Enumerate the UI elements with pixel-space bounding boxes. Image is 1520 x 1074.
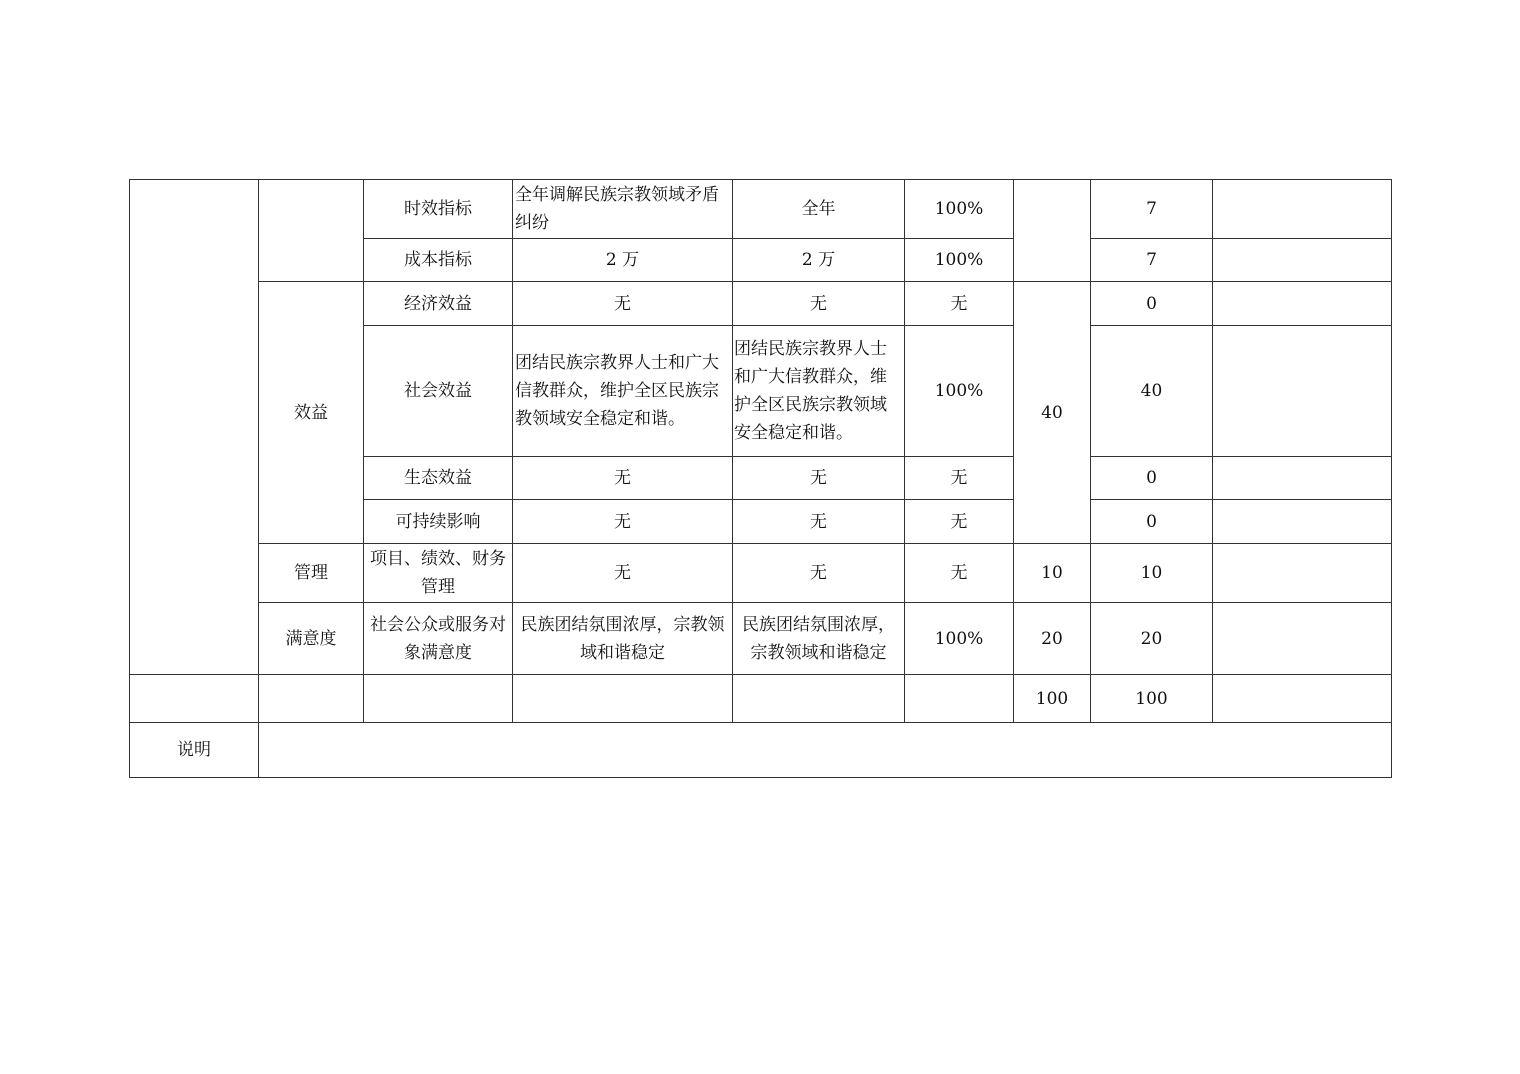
target-cell: 2 万	[513, 239, 733, 282]
score-cell: 0	[1091, 500, 1213, 544]
rate-cell: 100%	[905, 239, 1014, 282]
empty-cell	[130, 675, 259, 723]
note-cell	[1213, 544, 1392, 603]
rate-cell: 100%	[905, 326, 1014, 457]
indicator-cell: 时效指标	[364, 180, 513, 239]
rate-cell: 无	[905, 457, 1014, 500]
table-row-economic-benefit	[130, 282, 1392, 326]
actual-cell: 全年	[733, 180, 905, 239]
actual-cell: 团结民族宗教界人士和广大信教群众，维护全区民族宗教领域安全稳定和谐。	[733, 326, 905, 457]
indicator-cell: 社会公众或服务对象满意度	[364, 603, 513, 675]
note-cell	[1213, 326, 1392, 457]
empty-cell	[513, 675, 733, 723]
table-row-timeliness	[130, 180, 1392, 239]
target-cell: 团结民族宗教界人士和广大信教群众，维护全区民族宗教领域安全稳定和谐。	[513, 326, 733, 457]
actual-cell: 2 万	[733, 239, 905, 282]
note-cell	[1213, 675, 1392, 723]
indicator-cell: 项目、绩效、财务管理	[364, 544, 513, 603]
note-cell	[1213, 500, 1392, 544]
empty-cell	[905, 675, 1014, 723]
score-cell: 7	[1091, 180, 1213, 239]
benefit-weight-cell: 40	[1014, 282, 1091, 544]
actual-cell: 无	[733, 544, 905, 603]
indicator-cell: 成本指标	[364, 239, 513, 282]
rate-cell: 无	[905, 544, 1014, 603]
actual-cell: 民族团结氛围浓厚，宗教领域和谐稳定	[733, 603, 905, 675]
weight-cell: 20	[1014, 603, 1091, 675]
empty-cell	[364, 675, 513, 723]
management-category-cell: 管理	[259, 544, 364, 603]
indicator-cell: 社会效益	[364, 326, 513, 457]
performance-evaluation-table	[129, 179, 1392, 778]
note-cell	[1213, 603, 1392, 675]
score-cell: 10	[1091, 544, 1213, 603]
table-row-explanation	[130, 723, 1392, 778]
indicator-cell: 生态效益	[364, 457, 513, 500]
note-cell	[1213, 457, 1392, 500]
benefit-category-cell: 效益	[259, 282, 364, 544]
empty-cell	[733, 675, 905, 723]
explanation-label-cell: 说明	[130, 723, 259, 778]
target-cell: 无	[513, 457, 733, 500]
actual-cell: 无	[733, 457, 905, 500]
note-cell	[1213, 282, 1392, 326]
table-row-total	[130, 675, 1392, 723]
score-cell: 20	[1091, 603, 1213, 675]
table-row-management	[130, 544, 1392, 603]
score-cell: 7	[1091, 239, 1213, 282]
note-cell	[1213, 239, 1392, 282]
indicator-cell: 可持续影响	[364, 500, 513, 544]
weight-cell	[1014, 180, 1091, 282]
rate-cell: 100%	[905, 180, 1014, 239]
empty-cell	[259, 675, 364, 723]
actual-cell: 无	[733, 500, 905, 544]
target-cell: 民族团结氛围浓厚，宗教领域和谐稳定	[513, 603, 733, 675]
score-cell: 0	[1091, 457, 1213, 500]
score-cell: 0	[1091, 282, 1213, 326]
target-cell: 无	[513, 500, 733, 544]
target-cell: 无	[513, 282, 733, 326]
indicator-cell: 经济效益	[364, 282, 513, 326]
rate-cell: 无	[905, 500, 1014, 544]
satisfaction-category-cell: 满意度	[259, 603, 364, 675]
table-row-satisfaction	[130, 603, 1392, 675]
score-cell: 40	[1091, 326, 1213, 457]
target-cell: 全年调解民族宗教领域矛盾纠纷	[513, 180, 733, 239]
explanation-content-cell	[259, 723, 1392, 778]
actual-cell: 无	[733, 282, 905, 326]
output-category-cell	[259, 180, 364, 282]
note-cell	[1213, 180, 1392, 239]
target-cell: 无	[513, 544, 733, 603]
outer-category-cell	[130, 180, 259, 675]
rate-cell: 100%	[905, 603, 1014, 675]
rate-cell: 无	[905, 282, 1014, 326]
weight-cell: 10	[1014, 544, 1091, 603]
total-weight-cell: 100	[1014, 675, 1091, 723]
total-score-cell: 100	[1091, 675, 1213, 723]
